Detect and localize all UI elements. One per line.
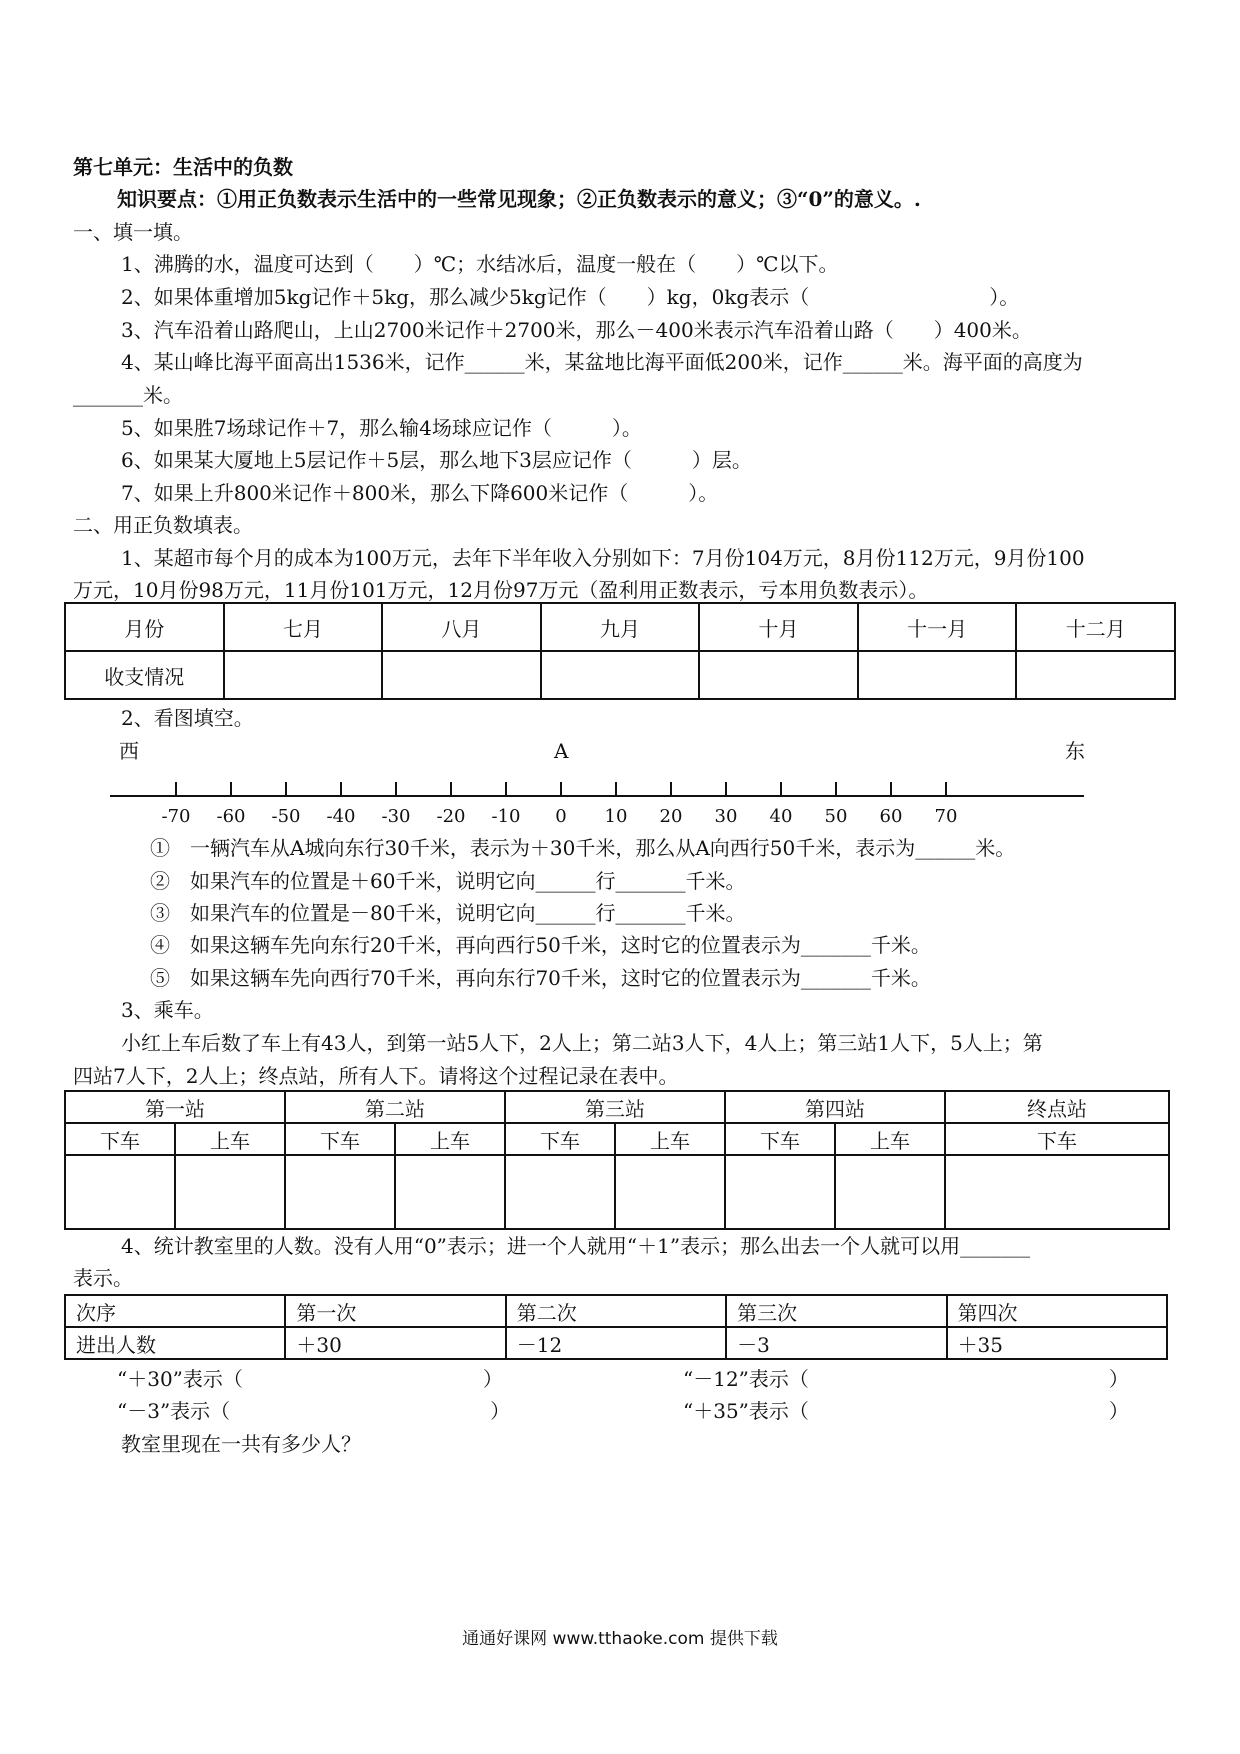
answer-cell[interactable] xyxy=(175,1155,285,1229)
problem-3-heading: 3、乘车。 xyxy=(121,998,214,1022)
meaning-plus35: “＋35”表示（ ） xyxy=(683,1399,1129,1423)
table-header-cell: 七月 xyxy=(224,603,383,651)
tick-label: 10 xyxy=(604,806,628,827)
question-1: 1、沸腾的水，温度可达到（ ）℃；水结冰后，温度一般在（ ）℃以下。 xyxy=(121,252,839,276)
table-header-cell: 第二次 xyxy=(506,1295,726,1327)
answer-cell[interactable] xyxy=(945,1155,1169,1229)
table-header-cell: 九月 xyxy=(541,603,700,651)
off-header: 下车 xyxy=(505,1123,615,1155)
problem-4-line2: 表示。 xyxy=(73,1266,133,1290)
on-header: 上车 xyxy=(175,1123,285,1155)
meaning-plus30: “＋30”表示（ ） xyxy=(117,1367,503,1391)
numberline-item-2: ② 如果汽车的位置是＋60千米，说明它向______行_______千米。 xyxy=(150,869,746,893)
east-label: 东 xyxy=(1065,739,1085,763)
west-label: 西 xyxy=(119,739,139,763)
answer-cell[interactable] xyxy=(858,651,1017,699)
question-4-line1: 4、某山峰比海平面高出1536米，记作______米，某盆地比海平面低200米，记作______米。海平面的高度为 xyxy=(121,350,1083,374)
table-header-cell: 次序 xyxy=(65,1295,285,1327)
table-header-cell: 十一月 xyxy=(858,603,1017,651)
answer-cell[interactable] xyxy=(541,651,700,699)
numberline-item-3: ③ 如果汽车的位置是－80千米，说明它向______行_______千米。 xyxy=(150,901,746,925)
off-header: 下车 xyxy=(945,1123,1169,1155)
tick-label: 50 xyxy=(824,806,848,827)
station-header: 第一站 xyxy=(65,1091,285,1123)
station-header: 第四站 xyxy=(725,1091,945,1123)
station-header: 第三站 xyxy=(505,1091,725,1123)
question-2: 2、如果体重增加5kg记作＋5kg，那么减少5kg记作（ ）kg，0kg表示（ ）。 xyxy=(121,285,1020,309)
question-3: 3、汽车沿着山路爬山，上山2700米记作＋2700米，那么－400米表示汽车沿着山路（ ）400米。 xyxy=(121,318,1032,342)
on-header: 上车 xyxy=(395,1123,505,1155)
answer-cell[interactable] xyxy=(382,651,541,699)
tick-label: 60 xyxy=(879,806,903,827)
on-header: 上车 xyxy=(835,1123,945,1155)
off-header: 下车 xyxy=(725,1123,835,1155)
tick-label: -40 xyxy=(326,806,356,827)
meaning-minus12: “－12”表示（ ） xyxy=(683,1367,1129,1391)
question-6: 6、如果某大厦地上5层记作＋5层，那么地下3层应记作（ ）层。 xyxy=(121,448,752,472)
table-header-cell: 十二月 xyxy=(1016,603,1175,651)
tick-label: 30 xyxy=(714,806,738,827)
number-line xyxy=(110,770,1090,830)
answer-cell[interactable] xyxy=(65,1155,175,1229)
table-header-cell: 月份 xyxy=(65,603,224,651)
problem-1-line2: 万元，10月份98万元，11月份101万元，12月份97万元（盈利用正数表示，亏本用负数表示）。 xyxy=(73,578,929,602)
off-header: 下车 xyxy=(285,1123,395,1155)
question-4-line2: _______米。 xyxy=(73,383,183,407)
table-row-label: 收支情况 xyxy=(65,651,224,699)
question-7: 7、如果上升800米记作＋800米，那么下降600米记作（ ）。 xyxy=(121,481,719,505)
numberline-item-4: ④ 如果这辆车先向东行20千米，再向西行50千米，这时它的位置表示为_______千米。 xyxy=(150,933,931,957)
station-header: 第二站 xyxy=(285,1091,505,1123)
question-5: 5、如果胜7场球记作＋7，那么输4场球应记作（ ）。 xyxy=(121,416,642,440)
section1-heading: 一、填一填。 xyxy=(73,220,193,244)
tick-label: -50 xyxy=(271,806,301,827)
section2-heading: 二、用正负数填表。 xyxy=(73,513,253,537)
table-cell: －12 xyxy=(506,1327,726,1359)
bus-table xyxy=(64,1090,1170,1230)
answer-cell[interactable] xyxy=(224,651,383,699)
table-header-cell: 第四次 xyxy=(947,1295,1167,1327)
numberline-item-1: ① 一辆汽车从A城向东行30千米，表示为＋30千米，那么从A向西行50千米，表示为______米。 xyxy=(150,836,1016,860)
numberline-item-5: ⑤ 如果这辆车先向西行70千米，再向东行70千米，这时它的位置表示为_______千米。 xyxy=(150,966,931,990)
off-header: 下车 xyxy=(65,1123,175,1155)
problem-1-line1: 1、某超市每个月的成本为100万元，去年下半年收入分别如下：7月份104万元，8月份112万元，9月份100 xyxy=(121,546,1085,570)
problem-3-line2: 四站7人下，2人上；终点站，所有人下。请将这个过程记录在表中。 xyxy=(73,1064,679,1088)
answer-cell[interactable] xyxy=(699,651,858,699)
point-a-label: A xyxy=(554,739,569,763)
tick-label: -30 xyxy=(381,806,411,827)
table-cell: －3 xyxy=(726,1327,946,1359)
answer-cell[interactable] xyxy=(835,1155,945,1229)
table-cell: ＋35 xyxy=(947,1327,1167,1359)
table-row-label: 进出人数 xyxy=(65,1327,285,1359)
table-cell: ＋30 xyxy=(285,1327,505,1359)
income-table xyxy=(64,602,1176,700)
answer-cell[interactable] xyxy=(615,1155,725,1229)
problem-3-line1: 小红上车后数了车上有43人，到第一站5人下，2人上；第二站3人下，4人上；第三站1人下，5人上；第 xyxy=(121,1031,1043,1055)
tick-label: -20 xyxy=(436,806,466,827)
page-title: 第七单元：生活中的负数 xyxy=(73,155,293,179)
problem-2-heading: 2、看图填空。 xyxy=(121,706,254,730)
answer-cell[interactable] xyxy=(1016,651,1175,699)
tick-label: 40 xyxy=(769,806,793,827)
table-header-cell: 十月 xyxy=(699,603,858,651)
footer-credit: 通通好课网 www.tthaoke.com 提供下载 xyxy=(462,1629,778,1649)
on-header: 上车 xyxy=(615,1123,725,1155)
table-header-cell: 八月 xyxy=(382,603,541,651)
station-header: 终点站 xyxy=(945,1091,1169,1123)
tick-label: 20 xyxy=(659,806,683,827)
classroom-table xyxy=(64,1294,1168,1360)
table-header-cell: 第三次 xyxy=(726,1295,946,1327)
tick-label: -60 xyxy=(216,806,246,827)
tick-label: -70 xyxy=(161,806,191,827)
answer-cell[interactable] xyxy=(395,1155,505,1229)
meaning-minus3: “－3”表示（ ） xyxy=(117,1399,511,1423)
answer-cell[interactable] xyxy=(505,1155,615,1229)
tick-label: -10 xyxy=(491,806,521,827)
key-points: 知识要点：①用正负数表示生活中的一些常见现象；②正负数表示的意义；③“0”的意义。. xyxy=(117,187,921,211)
tick-label: 70 xyxy=(934,806,958,827)
answer-cell[interactable] xyxy=(285,1155,395,1229)
tick-label: 0 xyxy=(555,806,567,827)
answer-cell[interactable] xyxy=(725,1155,835,1229)
table-header-cell: 第一次 xyxy=(285,1295,505,1327)
final-question: 教室里现在一共有多少人？ xyxy=(121,1432,361,1456)
problem-4-line1: 4、统计教室里的人数。没有人用“0”表示；进一个人就用“＋1”表示；那么出去一个人就可以用_______ xyxy=(121,1234,1031,1258)
